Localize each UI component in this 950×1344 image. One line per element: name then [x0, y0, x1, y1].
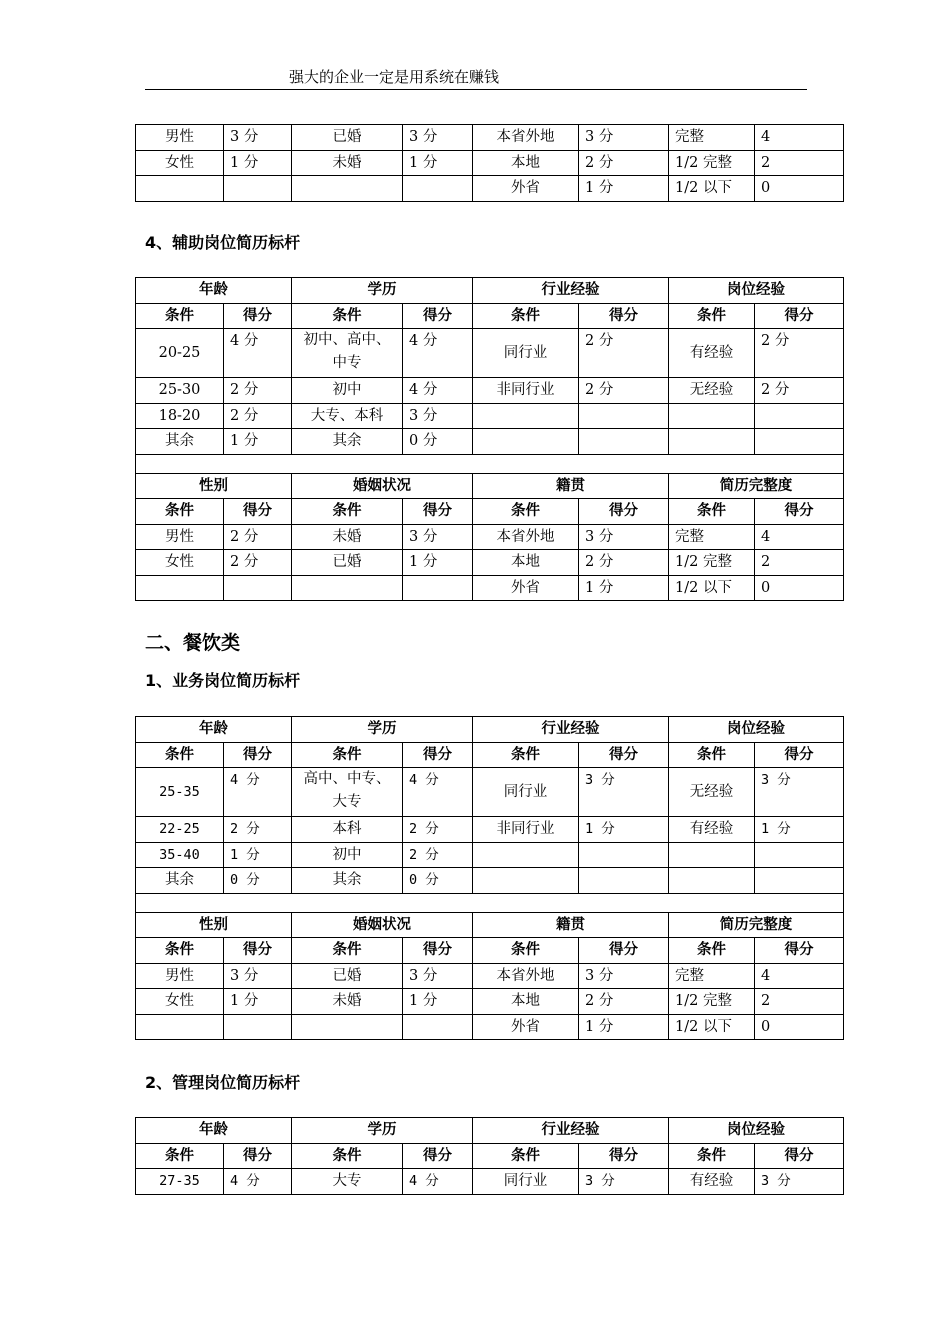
table-row: 外省 1 分 1/2 以下 0	[136, 176, 844, 202]
table-group-header-row: 年龄 学历 行业经验 岗位经验	[136, 717, 844, 743]
table-group-header-row: 年龄 学历 行业经验 岗位经验	[136, 1118, 844, 1144]
table-spacer-row	[136, 893, 844, 912]
table-row: 27-35 4 分 大专 4 分 同行业 3 分 有经验 3 分	[136, 1169, 844, 1195]
table-row: 35-40 1 分 初中 2 分	[136, 842, 844, 868]
header-divider	[145, 89, 807, 90]
section-title-catering: 二、餐饮类	[145, 632, 241, 654]
table-sub-header-row: 条件 得分 条件 得分 条件 得分 条件 得分	[136, 938, 844, 964]
table-row: 其余 1 分 其余 0 分	[136, 429, 844, 455]
table-row: 女性 2 分 已婚 1 分 本地 2 分 1/2 完整 2	[136, 550, 844, 576]
table-row: 男性 3 分 已婚 3 分 本省外地 3 分 完整 4	[136, 963, 844, 989]
heading-business-position: 1、业务岗位简历标杆	[145, 671, 301, 690]
table-group-header-row: 年龄 学历 行业经验 岗位经验	[136, 278, 844, 304]
heading-auxiliary-position: 4、辅助岗位简历标杆	[145, 233, 301, 252]
table-row: 男性 3 分 已婚 3 分 本省外地 3 分 完整 4	[136, 125, 844, 151]
table-row: 25-35 4 分 高中、中专、大专 4 分 同行业 3 分 无经验 3 分	[136, 768, 844, 817]
table-spacer-row	[136, 454, 844, 473]
table-sub-header-row: 条件 得分 条件 得分 条件 得分 条件 得分	[136, 742, 844, 768]
management-position-score-table	[135, 1117, 844, 1195]
table-group-header-row: 性别 婚姻状况 籍贯 简历完整度	[136, 912, 844, 938]
continued-score-table	[135, 124, 844, 202]
table-sub-header-row: 条件 得分 条件 得分 条件 得分 条件 得分	[136, 499, 844, 525]
table-group-header-row: 性别 婚姻状况 籍贯 简历完整度	[136, 473, 844, 499]
table-row: 男性 2 分 未婚 3 分 本省外地 3 分 完整 4	[136, 524, 844, 550]
table-row: 外省 1 分 1/2 以下 0	[136, 575, 844, 601]
business-position-score-table	[135, 716, 844, 1040]
table-row: 外省 1 分 1/2 以下 0	[136, 1014, 844, 1040]
auxiliary-position-score-table	[135, 277, 844, 601]
table-sub-header-row: 条件 得分 条件 得分 条件 得分 条件 得分	[136, 303, 844, 329]
page-header-title: 强大的企业一定是用系统在赚钱	[289, 68, 500, 86]
table-row: 22-25 2 分 本科 2 分 非同行业 1 分 有经验 1 分	[136, 817, 844, 843]
table-row: 18-20 2 分 大专、本科 3 分	[136, 403, 844, 429]
table-sub-header-row: 条件 得分 条件 得分 条件 得分 条件 得分	[136, 1143, 844, 1169]
table-row: 其余 0 分 其余 0 分	[136, 868, 844, 894]
table-row: 女性 1 分 未婚 1 分 本地 2 分 1/2 完整 2	[136, 989, 844, 1015]
heading-management-position: 2、管理岗位简历标杆	[145, 1073, 301, 1092]
table-row: 20-25 4 分 初中、高中、中专 4 分 同行业 2 分 有经验 2 分	[136, 329, 844, 378]
table-row: 25-30 2 分 初中 4 分 非同行业 2 分 无经验 2 分	[136, 378, 844, 404]
table-row: 女性 1 分 未婚 1 分 本地 2 分 1/2 完整 2	[136, 150, 844, 176]
